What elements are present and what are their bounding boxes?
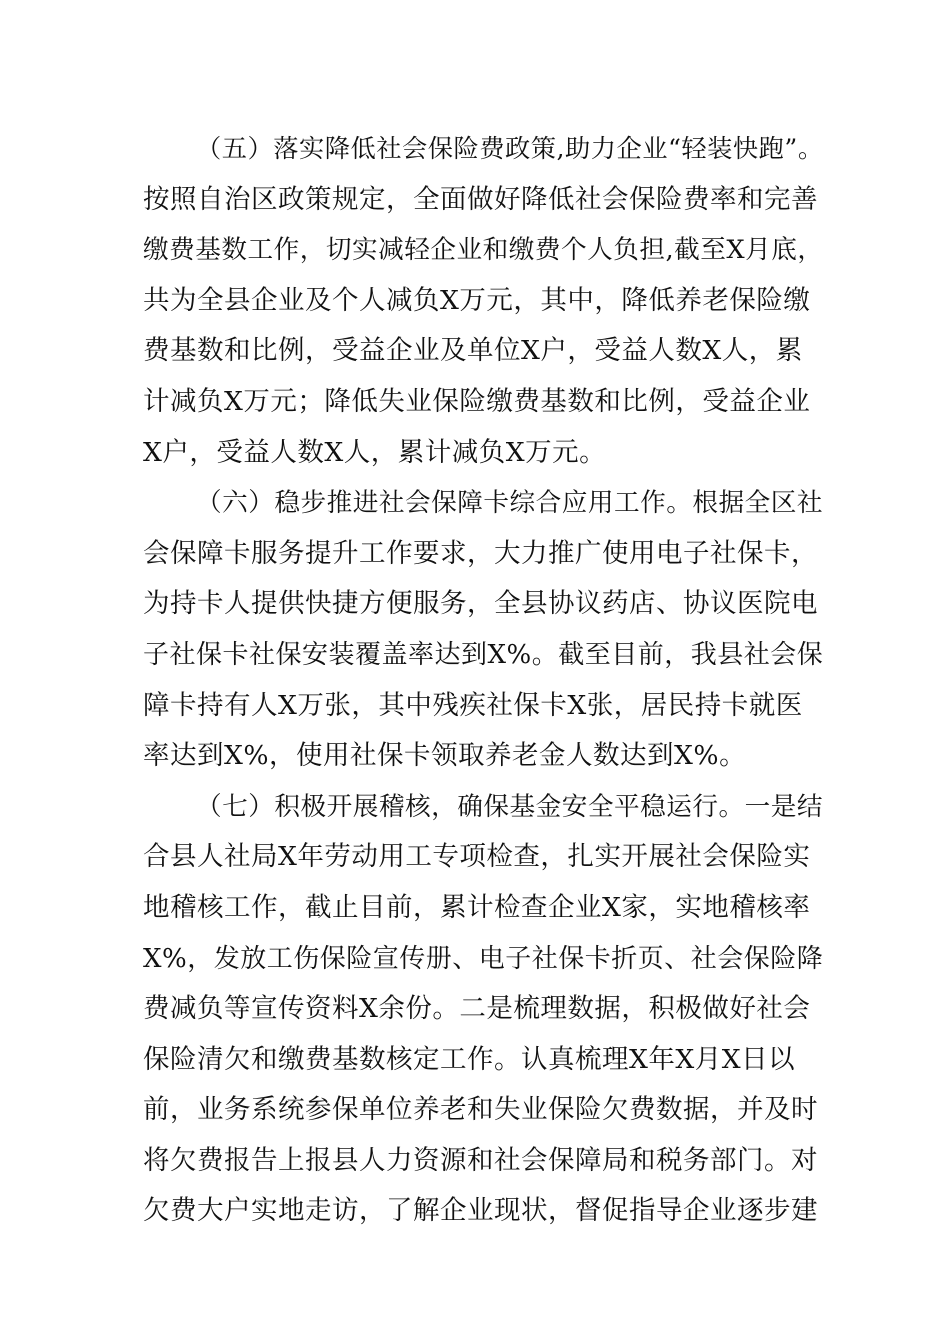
paragraph-line: 为持卡人提供快捷方便服务，全县协议药店、协议医院电 bbox=[143, 588, 818, 620]
paragraph-line: X%，发放工伤保险宣传册、电子社保卡折页、社会保险降 bbox=[143, 943, 824, 974]
paragraph-line: 计减负X万元；降低失业保险缴费基数和比例，受益企业 bbox=[143, 385, 811, 417]
paragraph-line: X户，受益人数X人，累计减负X万元。 bbox=[143, 436, 607, 468]
paragraph-line: 按照自治区政策规定，全面做好降低社会保险费率和完善 bbox=[143, 183, 818, 215]
paragraph-line: （五）落实降低社会保险费政策,助力企业“轻装快跑”。 bbox=[196, 134, 824, 163]
paragraph-line: 前，业务系统参保单位养老和失业保险欠费数据，并及时 bbox=[143, 1094, 818, 1126]
paragraph-line: （六）稳步推进社会保障卡综合应用工作。根据全区社 bbox=[196, 488, 823, 519]
paragraph-line: 子社保卡社保安装覆盖率达到X%。截至目前，我县社会保 bbox=[143, 639, 824, 670]
paragraph-line: 合县人社局X年劳动用工专项检查，扎实开展社会保险实 bbox=[143, 841, 811, 873]
paragraph-line: 费基数和比例，受益企业及单位X户，受益人数X人，累 bbox=[143, 335, 803, 367]
paragraph-line: 费减负等宣传资料X余份。二是梳理数据，积极做好社会 bbox=[143, 993, 811, 1025]
paragraph-line: 保险清欠和缴费基数核定工作。认真梳理X年X月X日以 bbox=[143, 1043, 796, 1075]
paragraph-line: 欠费大户实地走访，了解企业现状，督促指导企业逐步建 bbox=[143, 1195, 818, 1227]
paragraph-line: 缴费基数工作，切实减轻企业和缴费个人负担,截至X月底， bbox=[143, 235, 824, 266]
document-body bbox=[143, 124, 823, 1237]
paragraph-line: 会保障卡服务提升工作要求，大力推广使用电子社保卡， bbox=[143, 537, 818, 569]
paragraph-line: 地稽核工作，截止目前，累计检查企业X家，实地稽核率 bbox=[143, 891, 811, 923]
paragraph-line: 将欠费报告上报县人力资源和社会保障局和税务部门。对 bbox=[143, 1144, 818, 1176]
paragraph-line: 率达到X%，使用社保卡领取养老金人数达到X%。 bbox=[143, 740, 747, 772]
paragraph-line: （七）积极开展稽核，确保基金安全平稳运行。一是结 bbox=[196, 791, 823, 822]
paragraph-line: 障卡持有人X万张，其中残疾社保卡X张，居民持卡就医 bbox=[143, 689, 803, 721]
paragraph-line: 共为全县企业及个人减负X万元，其中，降低养老保险缴 bbox=[143, 284, 811, 316]
